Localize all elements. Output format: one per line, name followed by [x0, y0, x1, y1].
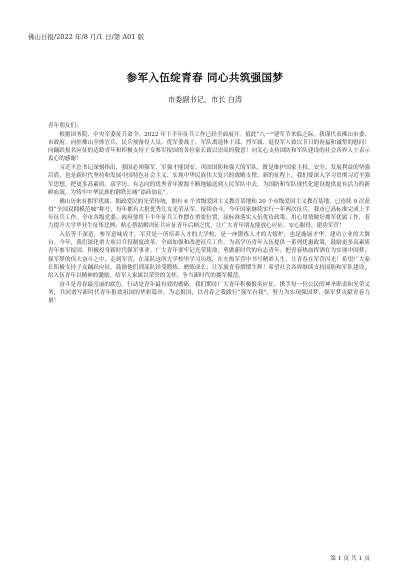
article-byline: 市委副书记、市长 白涛	[167, 95, 243, 104]
paragraph-2: 习近平总书记深刻指出，强国必须强军，军强才能国安。巩固国防和强大的军队，既是维护国家主权、安全、发展利益的坚强后盾，也是新时代坚持和发展中国特色社会主义、实现中华民族伟大复兴的战略支撑。新的征程上，我们要深入学习贯彻习近平强军思想，把更多高素质、高学历、有志向的优秀青年源源不断地输送到人民军队中去，为国防和军队现代化建设提供更有活力的新鲜血液，为铸牢中华民族的钢铁长城“添砖加瓦”。	[48, 165, 370, 196]
paragraph-5: 奋斗是青春最亮丽的底色。行动是青年最有效的磨砺。我们期待广大青年积极报名应征，携手每一位公民的神圣职责和光荣义务，共同谱写新时代青年报效祖国的华彩篇章。为志报国，以青春之我践行“强军有我”，努力为实现强国梦、强军梦贡献青春力量！	[48, 281, 370, 305]
source-line: 佛山日报/2022 年/8 月/1 日/第 A01 版	[28, 33, 145, 41]
article-title: 参军入伍绽青春 同心共筑强国梦	[126, 72, 284, 84]
salutation: 青年朋友们：	[48, 123, 82, 129]
article-body	[48, 122, 370, 305]
paragraph-3: 佛山历来有拥军优属、拥政爱民的光荣传统，拥有 6 个省级爱国主义教育基地和 20 个市级爱国主义教育基地，已连续 9 次获得“全国双拥模范城”称号，每年都有大批优秀儿女光荣从军、接续奋斗。今年国家继续实行一年两次征兵，我市已高标准完成上半年征兵工作。全市各级党委、政府要将下半年征兵工作摆在重要位置，高标准落实入伍优待政策，用心用情做好拥军优属工作，着力提升大学毕业生征集比例；贴心帮助解决征兵应征青年后顾之忧，让广大青年朋友能放心应征、安心服役、建功军营！	[48, 198, 370, 230]
paragraph-1: 根据国务院、中央军委征兵命令，2022 年下半年征兵工作已经全面展开。值此“八一”建军节来临之际，我谨代表佛山市委、市政府，向驻佛山全体官兵、民兵预备役人员、优军委战士、军队离退休干部、烈军属、退役军人致以节日的祝福和诚挚的慰问！向踊跃报名应征的适龄青年和积极支持子女参军报国的各位家长致以崇高的敬意！向关心支持国防和军队建设的社会各界人士表示衷心的感谢！	[48, 131, 370, 163]
page-number: 第 1 页 共 1 页	[330, 556, 370, 562]
paragraph-4: 入伍等于深造，参军意味成才，军营是一所培养人才的大学校，是一座锻炼人才的大熔炉，也是施展才华、建功立业的大舞台。今年，我们深化重大项目兵役制度改革，全面加强和改进征兵工作，为高学历青年入伍提供一系列优惠政策，鼓励更多高素质青年参军报国、积极投身新时代强军事业。广大青年要牢记光荣使命，勇做新时代的有志青年；把青春热血挥洒在为实现中国梦、强军梦的伟大奋斗之中，走到军营，在部队这所大学校里学习历练，在火热军营中书写精彩人生，让青春在军营闪光！希望广大家长积极支持子女踊跃应征，鼓励他们到部队经受锻炼、磨炼成长；让军旅青春熠熠生辉！希望社会各界继续支持国防和军队建设，给入伍青年以精神的激励、给军人家属以荣誉的关怀，争当新时代的拥军模范。	[48, 232, 370, 280]
